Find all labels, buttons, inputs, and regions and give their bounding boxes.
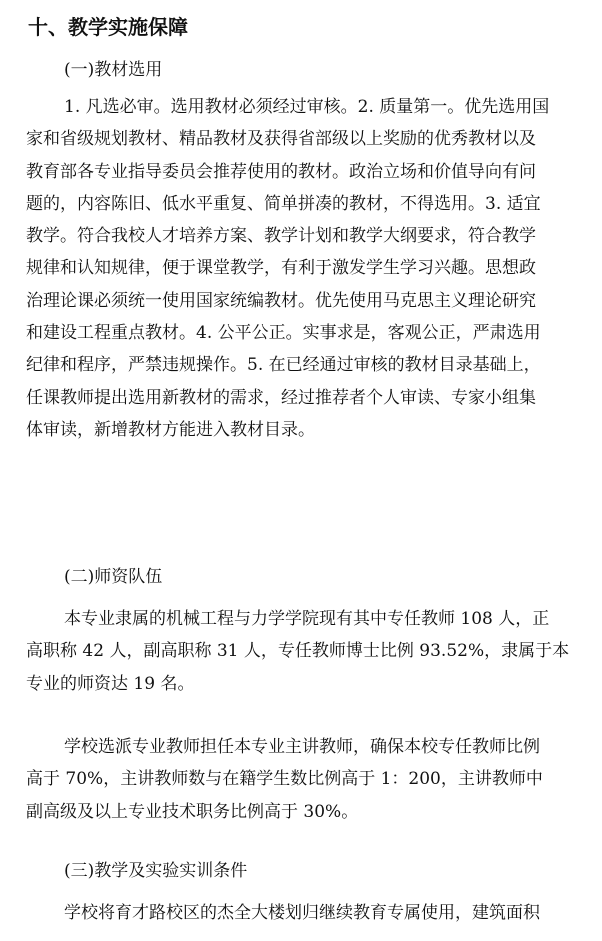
subsection-title-textbooks: (一)教材选用 — [64, 60, 163, 80]
text-line: 和建设工程重点教材。4. 公平公正。实事求是，客观公正，严肃选用 — [26, 323, 541, 344]
text-line: 副高级及以上专业技术职务比例高于 30%。 — [26, 801, 359, 822]
text-line: 学校选派专业教师担任本专业主讲教师，确保本校专任教师比例 — [64, 737, 540, 757]
text-line: 规律和认知规律，便于课堂教学，有利于激发学生学习兴趣。思想政 — [26, 258, 536, 279]
text-line: 1. 凡选必审。选用教材必须经过审核。2. 质量第一。优先选用国 — [64, 97, 550, 117]
text-line: 高于 70%，主讲教师数与在籍学生数比例高于 1：200，主讲教师中 — [26, 769, 543, 790]
text-line: 本专业隶属的机械工程与力学学院现有其中专任教师 108 人，正 — [64, 609, 550, 629]
text-line: 教育部各专业指导委员会推荐使用的教材。政治立场和价值导向有问 — [26, 161, 536, 182]
text-line: 体审读，新增教材方能进入教材目录。 — [26, 419, 315, 440]
text-line: 学校将育才路校区的杰全大楼划归继续教育专属使用，建筑面积 — [64, 903, 540, 923]
section-heading: 十、教学实施保障 — [28, 15, 188, 39]
text-line: 题的，内容陈旧、低水平重复、简单拼凑的教材，不得选用。3. 适宜 — [26, 193, 541, 214]
paragraph-faculty-composition — [26, 603, 582, 700]
subsection-title-facilities: (三)教学及实验实训条件 — [64, 861, 248, 881]
text-line: 任课教师提出选用新教材的需求，经过推荐者个人审读、专家小组集 — [26, 387, 536, 408]
text-line: 专业的师资达 19 名。 — [26, 673, 195, 694]
text-line: 家和省级规划教材、精品教材及获得省部级以上奖励的优秀教材以及 — [26, 129, 536, 150]
text-line: 纪律和程序，严禁违规操作。5. 在已经通过审核的教材目录基础上， — [26, 355, 541, 376]
subsection-title-faculty: (二)师资队伍 — [64, 567, 163, 587]
text-line: 高职称 42 人，副高职称 31 人，专任教师博士比例 93.52%，隶属于本 — [26, 641, 570, 662]
paragraph-textbook-selection — [26, 91, 582, 446]
text-line: 教学。符合我校人才培养方案、教学计划和教学大纲要求，符合教学 — [26, 226, 536, 247]
text-line: 治理论课必须统一使用国家统编教材。优先使用马克思主义理论研究 — [26, 290, 536, 311]
paragraph-facilities — [58, 897, 582, 929]
paragraph-lead-teachers — [26, 731, 582, 828]
